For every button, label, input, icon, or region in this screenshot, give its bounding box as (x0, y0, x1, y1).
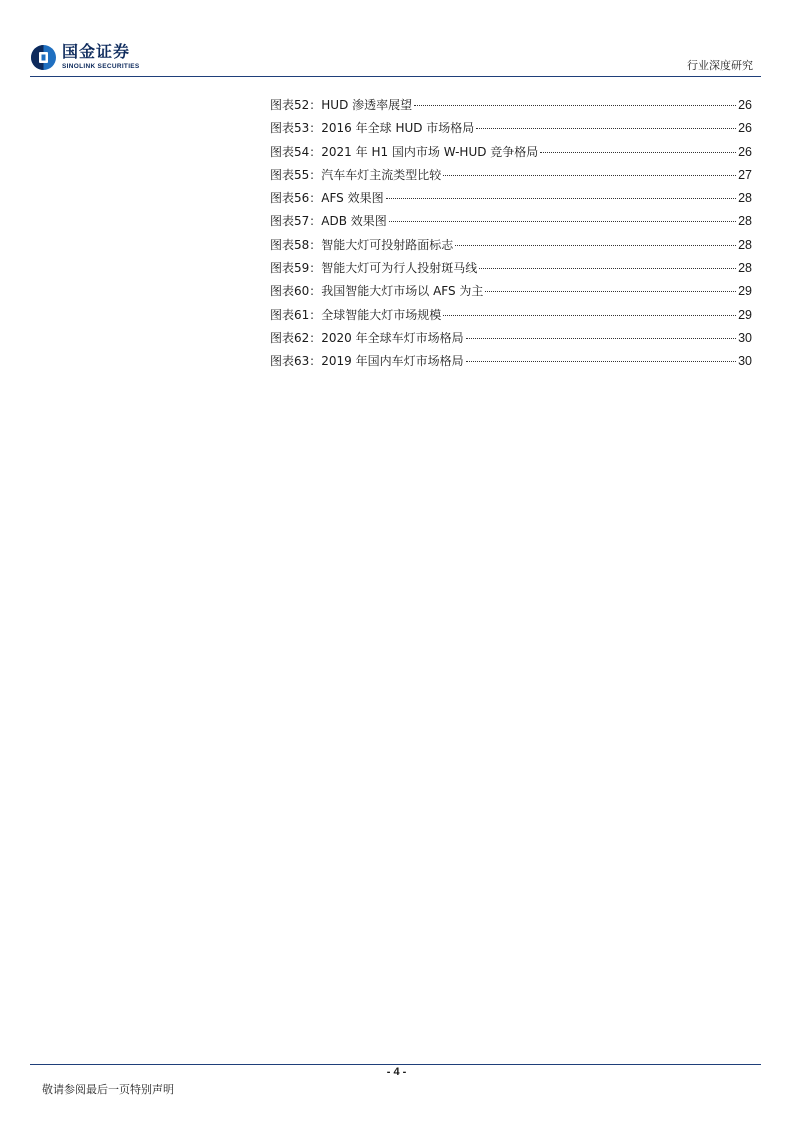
toc-entry[interactable] (270, 119, 752, 142)
toc-leader-dots (476, 128, 736, 129)
disclaimer-note: 敬请参阅最后一页特别声明 (42, 1083, 174, 1096)
toc-leader-dots (386, 198, 736, 199)
logo-text-en: SINOLINK SECURITIES (62, 63, 140, 70)
toc-entry-page: 27 (738, 167, 752, 182)
toc-entry-page: 30 (738, 330, 752, 345)
toc-leader-dots (443, 175, 736, 176)
header-divider (30, 76, 761, 77)
toc-leader-dots (466, 361, 736, 362)
toc-entry-label: 图表60：我国智能大灯市场以 AFS 为主 (270, 284, 484, 299)
toc-entry-page: 28 (738, 191, 752, 206)
toc-entry-page: 26 (738, 121, 752, 136)
toc-leader-dots (479, 268, 736, 269)
toc-entry-label: 图表56：AFS 效果图 (270, 191, 384, 206)
toc-entry[interactable] (270, 189, 752, 212)
toc-entry[interactable] (270, 212, 752, 235)
toc-entry-label: 图表55：汽车车灯主流类型比较 (270, 167, 442, 182)
toc-leader-dots (466, 338, 736, 339)
toc-entry[interactable] (270, 306, 752, 329)
toc-entry[interactable] (270, 166, 752, 189)
toc-entry[interactable] (270, 282, 752, 305)
toc-entry-label: 图表57：ADB 效果图 (270, 214, 387, 229)
toc-entry-page: 28 (738, 237, 752, 252)
toc-entry-label: 图表61：全球智能大灯市场规模 (270, 307, 442, 322)
toc-entry-page: 29 (738, 284, 752, 299)
footer-divider (30, 1064, 761, 1065)
toc-entry[interactable] (270, 236, 752, 259)
toc-entry-page: 26 (738, 98, 752, 112)
toc-leader-dots (455, 245, 736, 246)
page-number: - 4 - (386, 1066, 407, 1078)
toc-leader-dots (485, 291, 736, 292)
report-category: 行业深度研究 (687, 59, 753, 72)
toc-entry[interactable] (270, 96, 752, 119)
toc-entry-page: 28 (738, 214, 752, 229)
toc-entry[interactable] (270, 143, 752, 166)
toc-entry-page: 26 (738, 144, 752, 159)
toc-entry-label: 图表54：2021 年 H1 国内市场 W-HUD 竞争格局 (270, 144, 539, 159)
toc-entry-page: 30 (738, 354, 752, 369)
toc-leader-dots (540, 152, 736, 153)
company-logo (30, 44, 160, 76)
toc-entry-label: 图表53：2016 年全球 HUD 市场格局 (270, 121, 475, 136)
logo-text-cn: 国金证券 (62, 44, 131, 61)
toc-entry-label: 图表52：HUD 渗透率展望 (270, 98, 413, 112)
toc-entry[interactable] (270, 352, 752, 375)
toc-entry-label: 图表58：智能大灯可投射路面标志 (270, 237, 454, 252)
toc-entry-page: 29 (738, 307, 752, 322)
toc-entry-label: 图表62：2020 年全球车灯市场格局 (270, 330, 464, 345)
toc-leader-dots (389, 221, 736, 222)
toc-entry[interactable] (270, 329, 752, 352)
toc-leader-dots (414, 105, 736, 106)
toc-entry[interactable] (270, 259, 752, 282)
table-of-figures (270, 96, 752, 376)
sinolink-logo-icon (30, 44, 57, 71)
toc-leader-dots (443, 315, 736, 316)
toc-entry-label: 图表63：2019 年国内车灯市场格局 (270, 354, 464, 369)
toc-entry-page: 28 (738, 261, 752, 276)
toc-entry-label: 图表59：智能大灯可为行人投射斑马线 (270, 261, 478, 276)
